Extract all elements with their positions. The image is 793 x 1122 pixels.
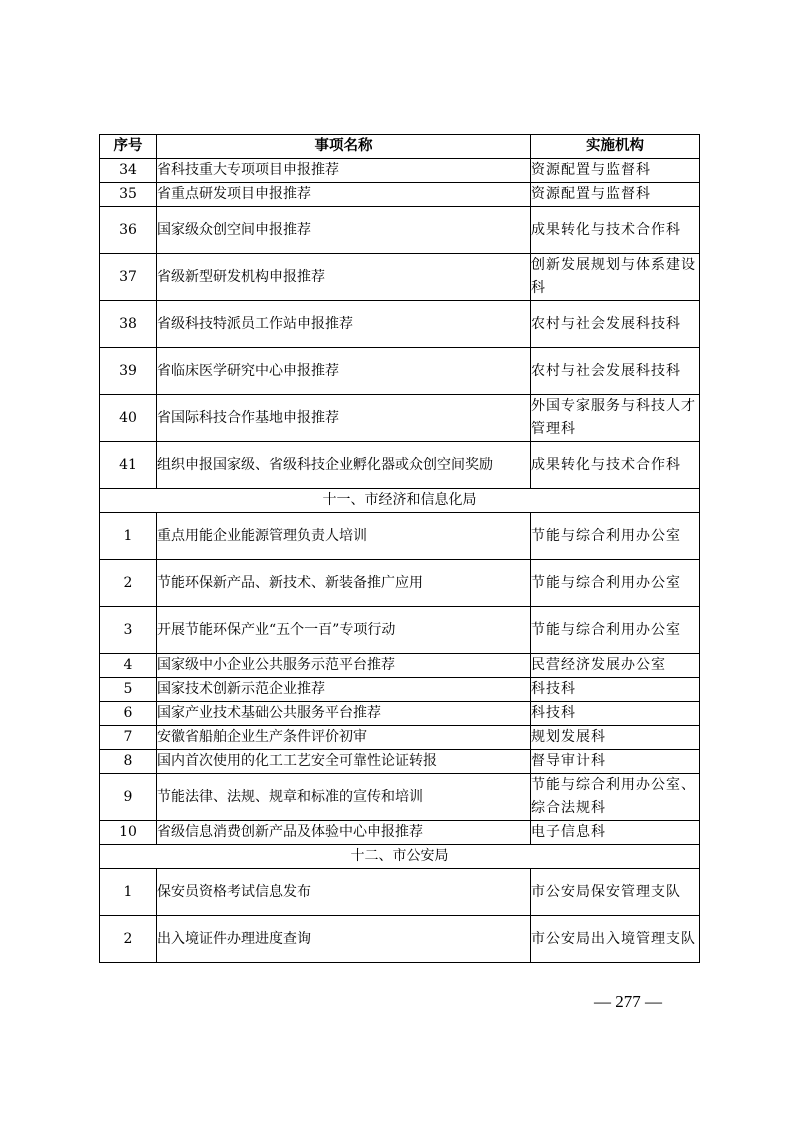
row-name: 重点用能企业能源管理负责人培训 xyxy=(157,513,531,560)
row-number: 9 xyxy=(100,774,157,821)
row-number: 7 xyxy=(100,726,157,750)
row-name: 节能环保新产品、新技术、新装备推广应用 xyxy=(157,560,531,607)
row-name: 国内首次使用的化工工艺安全可靠性论证转报 xyxy=(157,750,531,774)
table-header xyxy=(100,135,700,159)
row-org: 农村与社会发展科技科 xyxy=(531,348,700,395)
section-row xyxy=(100,489,700,513)
table-row xyxy=(100,869,700,916)
row-number: 36 xyxy=(100,207,157,254)
row-name: 安徽省船舶企业生产条件评价初审 xyxy=(157,726,531,750)
row-name: 省临床医学研究中心申报推荐 xyxy=(157,348,531,395)
table-row xyxy=(100,254,700,301)
table-row xyxy=(100,750,700,774)
row-org: 节能与综合利用办公室 xyxy=(531,513,700,560)
row-org: 资源配置与监督科 xyxy=(531,159,700,183)
row-name: 省级信息消费创新产品及体验中心申报推荐 xyxy=(157,821,531,845)
row-number: 3 xyxy=(100,607,157,654)
row-name: 省级新型研发机构申报推荐 xyxy=(157,254,531,301)
row-number: 4 xyxy=(100,654,157,678)
row-org: 科技科 xyxy=(531,678,700,702)
row-number: 1 xyxy=(100,513,157,560)
row-org: 外国专家服务与科技人才管理科 xyxy=(531,395,700,442)
row-org: 电子信息科 xyxy=(531,821,700,845)
row-name: 国家级中小企业公共服务示范平台推荐 xyxy=(157,654,531,678)
row-number: 8 xyxy=(100,750,157,774)
row-number: 35 xyxy=(100,183,157,207)
page-number: — 277 — xyxy=(594,992,662,1011)
row-number: 1 xyxy=(100,869,157,916)
row-name: 出入境证件办理进度查询 xyxy=(157,916,531,963)
table-row xyxy=(100,774,700,821)
row-name: 省国际科技合作基地申报推荐 xyxy=(157,395,531,442)
table-row xyxy=(100,607,700,654)
row-org: 市公安局出入境管理支队 xyxy=(531,916,700,963)
row-number: 40 xyxy=(100,395,157,442)
row-name: 组织申报国家级、省级科技企业孵化器或众创空间奖励 xyxy=(157,442,531,489)
row-number: 41 xyxy=(100,442,157,489)
table-row xyxy=(100,678,700,702)
table-row xyxy=(100,159,700,183)
row-name: 开展节能环保产业“五个一百”专项行动 xyxy=(157,607,531,654)
table-row xyxy=(100,916,700,963)
row-name: 国家产业技术基础公共服务平台推荐 xyxy=(157,702,531,726)
row-name: 国家技术创新示范企业推荐 xyxy=(157,678,531,702)
table-row xyxy=(100,348,700,395)
header-name: 事项名称 xyxy=(157,135,531,159)
row-number: 6 xyxy=(100,702,157,726)
row-org: 市公安局保安管理支队 xyxy=(531,869,700,916)
table-row xyxy=(100,395,700,442)
row-name: 国家级众创空间申报推荐 xyxy=(157,207,531,254)
row-org: 科技科 xyxy=(531,702,700,726)
row-number: 2 xyxy=(100,560,157,607)
row-org: 规划发展科 xyxy=(531,726,700,750)
row-org: 节能与综合利用办公室、综合法规科 xyxy=(531,774,700,821)
section-title-police: 十二、市公安局 xyxy=(100,845,700,869)
row-name: 省科技重大专项项目申报推荐 xyxy=(157,159,531,183)
section-row xyxy=(100,845,700,869)
table-row xyxy=(100,183,700,207)
row-org: 成果转化与技术合作科 xyxy=(531,442,700,489)
row-number: 37 xyxy=(100,254,157,301)
table-row xyxy=(100,560,700,607)
row-org: 资源配置与监督科 xyxy=(531,183,700,207)
table-row xyxy=(100,207,700,254)
table-row xyxy=(100,726,700,750)
row-number: 5 xyxy=(100,678,157,702)
row-name: 保安员资格考试信息发布 xyxy=(157,869,531,916)
header-org: 实施机构 xyxy=(531,135,700,159)
row-org: 农村与社会发展科技科 xyxy=(531,301,700,348)
row-org: 节能与综合利用办公室 xyxy=(531,560,700,607)
matters-table xyxy=(99,134,700,963)
row-org: 创新发展规划与体系建设科 xyxy=(531,254,700,301)
table-row xyxy=(100,654,700,678)
table-row xyxy=(100,442,700,489)
table-row xyxy=(100,513,700,560)
row-number: 34 xyxy=(100,159,157,183)
table-row xyxy=(100,821,700,845)
row-name: 省级科技特派员工作站申报推荐 xyxy=(157,301,531,348)
row-org: 节能与综合利用办公室 xyxy=(531,607,700,654)
section-title-economy: 十一、市经济和信息化局 xyxy=(100,489,700,513)
row-name: 节能法律、法规、规章和标准的宣传和培训 xyxy=(157,774,531,821)
row-org: 督导审计科 xyxy=(531,750,700,774)
row-number: 39 xyxy=(100,348,157,395)
row-name: 省重点研发项目申报推荐 xyxy=(157,183,531,207)
row-org: 民营经济发展办公室 xyxy=(531,654,700,678)
row-number: 10 xyxy=(100,821,157,845)
row-number: 2 xyxy=(100,916,157,963)
header-seq: 序号 xyxy=(100,135,157,159)
row-org: 成果转化与技术合作科 xyxy=(531,207,700,254)
table-row xyxy=(100,301,700,348)
row-number: 38 xyxy=(100,301,157,348)
table-row xyxy=(100,702,700,726)
